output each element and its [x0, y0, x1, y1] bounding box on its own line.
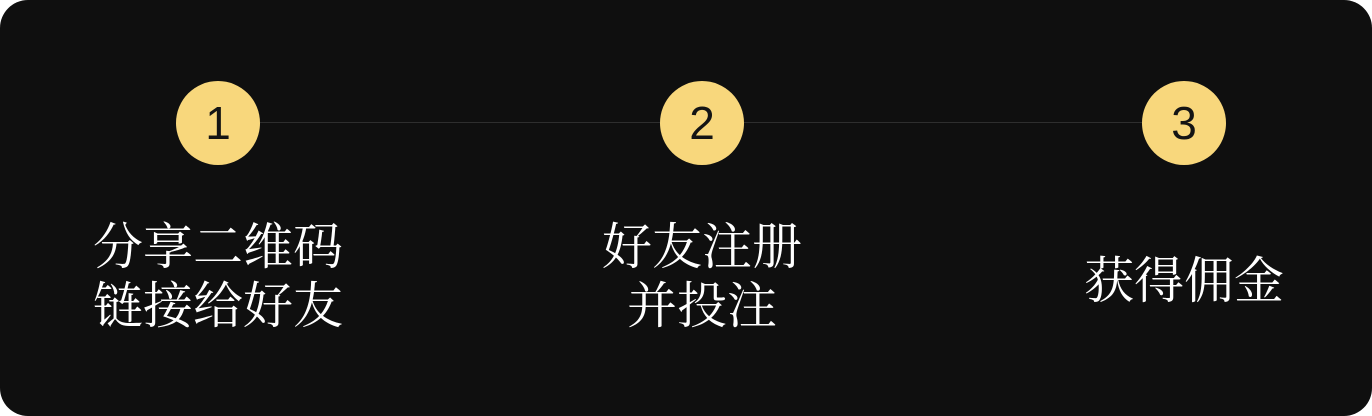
step-2-label [542, 218, 862, 336]
step-2-label-line: 好友注册 [602, 218, 802, 276]
step-connector-line [744, 122, 1142, 123]
step-1-label-line: 链接给好友 [93, 277, 343, 335]
step-3-label-line: 获得佣金 [1084, 252, 1284, 310]
step-3-badge: 3 [1142, 81, 1226, 165]
step-1-label [58, 218, 378, 336]
step-3-label [1024, 252, 1344, 311]
step-1-label-line: 分享二维码 [93, 218, 343, 276]
step-2-badge: 2 [660, 81, 744, 165]
step-2-label-line: 并投注 [627, 277, 777, 335]
step-1-badge: 1 [176, 81, 260, 165]
step-connector-line [260, 122, 660, 123]
